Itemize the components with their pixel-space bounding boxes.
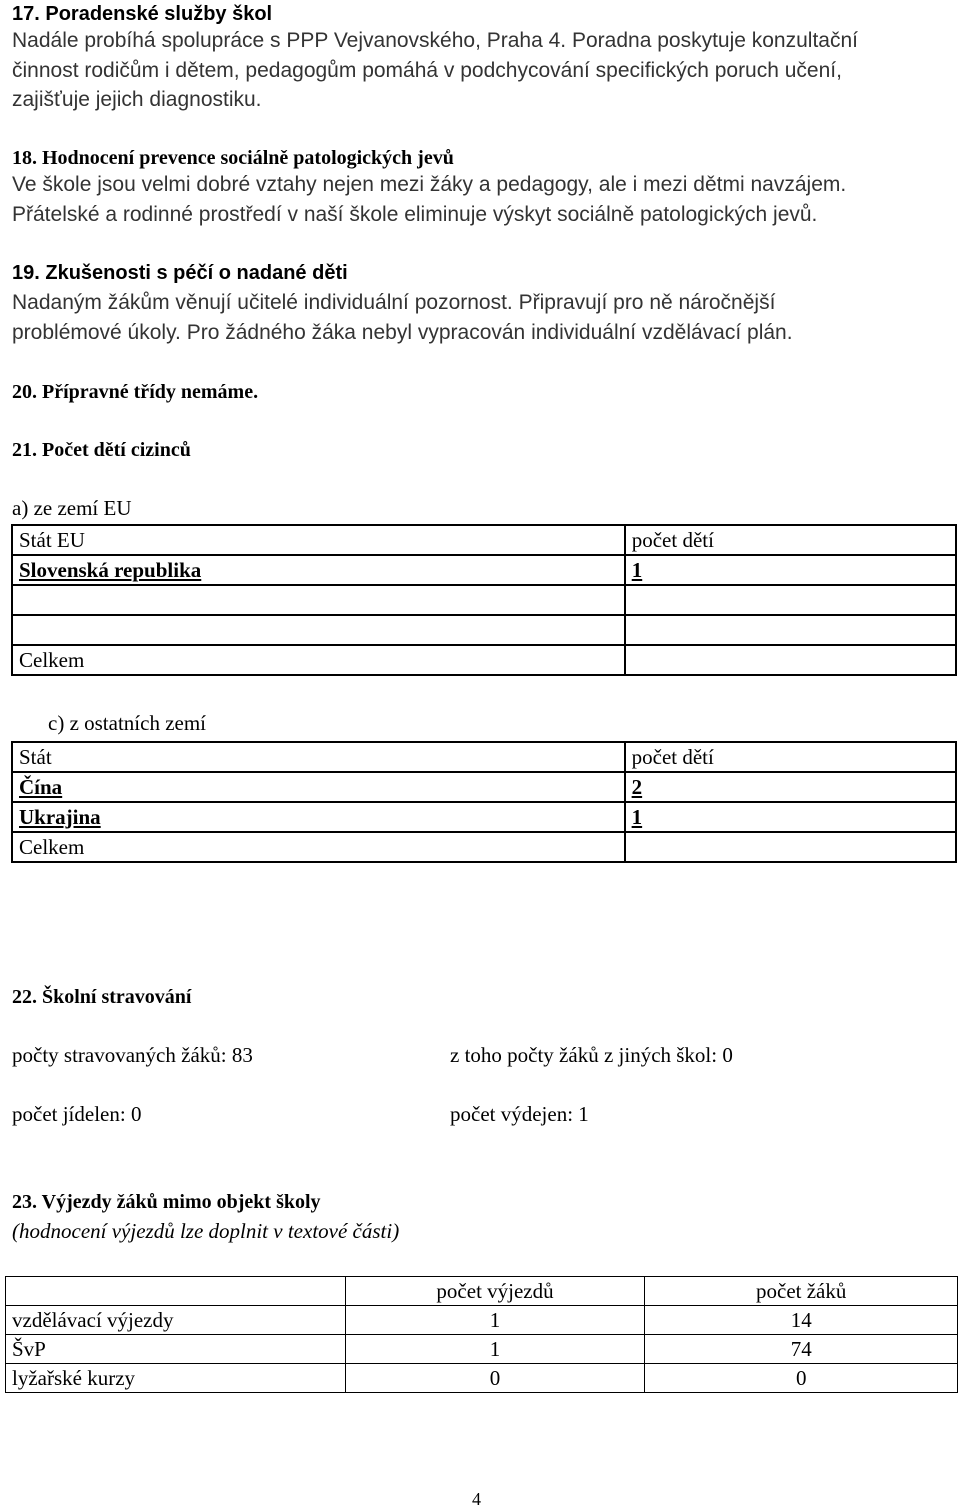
count-cell: 1 — [625, 802, 956, 832]
state-cell: Ukrajina — [12, 802, 625, 832]
total-value — [625, 645, 956, 675]
empty-cell — [625, 615, 956, 645]
canteens-count: počet jídelen: 0 — [12, 1102, 142, 1126]
state-cell: Slovenská republika — [12, 555, 625, 585]
table-row — [6, 1364, 958, 1393]
section-20-heading: 20. Přípravné třídy nemáme. — [12, 381, 259, 403]
total-row — [12, 645, 956, 675]
table-row — [6, 1335, 958, 1364]
pupils-cell: 74 — [645, 1335, 958, 1364]
section-19-heading: 19. Zkušenosti s péčí o nadané děti — [12, 262, 348, 284]
table-row-empty — [12, 585, 956, 615]
other-table-label: c) z ostatních zemí — [48, 711, 207, 735]
section-17-heading: 17. Poradenské služby škol — [12, 3, 273, 25]
table-row — [12, 772, 956, 802]
meals-count: počty stravovaných žáků: 83 — [12, 1043, 253, 1067]
section-21-heading: 21. Počet dětí cizinců — [12, 439, 191, 461]
section-17-line-2: činnost rodičům i dětem, pedagogům pomáhá v podchycování specifických poruch učení, — [12, 59, 842, 82]
table-row — [12, 802, 956, 832]
total-value — [625, 832, 956, 862]
section-18-line-1: Ve škole jsou velmi dobré vztahy nejen mezi žáky a pedagogy, ale i mezi dětmi navzájem. — [12, 173, 847, 196]
col-pupils-header: počet žáků — [645, 1277, 958, 1306]
dispensaries-count: počet výdejen: 1 — [450, 1102, 589, 1126]
table-header-row — [6, 1277, 958, 1306]
section-23-heading: 23. Výjezdy žáků mimo objekt školy — [12, 1191, 321, 1213]
trip-type-cell: vzdělávací výjezdy — [6, 1306, 346, 1335]
trips-table — [5, 1276, 958, 1393]
empty-cell — [12, 615, 625, 645]
section-19-line-2: problémové úkoly. Pro žádného žáka nebyl vypracován individuální vzdělávací plán. — [12, 321, 793, 344]
trips-cell: 1 — [345, 1306, 645, 1335]
section-17-line-3: zajišťuje jejich diagnostiku. — [12, 88, 262, 111]
total-row — [12, 832, 956, 862]
col-state-header: Stát EU — [12, 525, 625, 555]
col-state-header: Stát — [12, 742, 625, 772]
table-header-row — [12, 525, 956, 555]
col-count-header: počet dětí — [625, 742, 956, 772]
total-label: Celkem — [12, 645, 625, 675]
trip-type-cell: lyžařské kurzy — [6, 1364, 346, 1393]
empty-cell — [625, 585, 956, 615]
trip-type-cell: ŠvP — [6, 1335, 346, 1364]
section-22-heading: 22. Školní stravování — [12, 986, 192, 1008]
section-17-line-1: Nadále probíhá spolupráce s PPP Vejvanovského, Praha 4. Poradna poskytuje konzultační — [12, 29, 858, 52]
count-cell: 2 — [625, 772, 956, 802]
table-row-empty — [12, 615, 956, 645]
trips-cell: 0 — [345, 1364, 645, 1393]
pupils-cell: 0 — [645, 1364, 958, 1393]
empty-header-cell — [6, 1277, 346, 1306]
trips-cell: 1 — [345, 1335, 645, 1364]
other-children-table — [11, 741, 957, 863]
pupils-cell: 14 — [645, 1306, 958, 1335]
count-cell: 1 — [625, 555, 956, 585]
page-number: 4 — [472, 1489, 481, 1509]
section-18-line-2: Přátelské a rodinné prostředí v naší škole eliminuje výskyt sociálně patologických jevů. — [12, 203, 818, 226]
empty-cell — [12, 585, 625, 615]
section-19-line-1: Nadaným žákům věnují učitelé individuální pozornost. Připravují pro ně náročnější — [12, 291, 776, 314]
col-count-header: počet dětí — [625, 525, 956, 555]
table-row — [6, 1306, 958, 1335]
state-cell: Čína — [12, 772, 625, 802]
section-18-heading: 18. Hodnocení prevence sociálně patologických jevů — [12, 147, 454, 169]
table-row — [12, 555, 956, 585]
section-23-note: (hodnocení výjezdů lze doplnit v textové části) — [12, 1219, 400, 1243]
total-label: Celkem — [12, 832, 625, 862]
col-trips-header: počet výjezdů — [345, 1277, 645, 1306]
eu-children-table — [11, 524, 957, 676]
eu-table-label: a) ze zemí EU — [12, 496, 132, 520]
table-header-row — [12, 742, 956, 772]
other-schools-count: z toho počty žáků z jiných škol: 0 — [450, 1043, 733, 1067]
